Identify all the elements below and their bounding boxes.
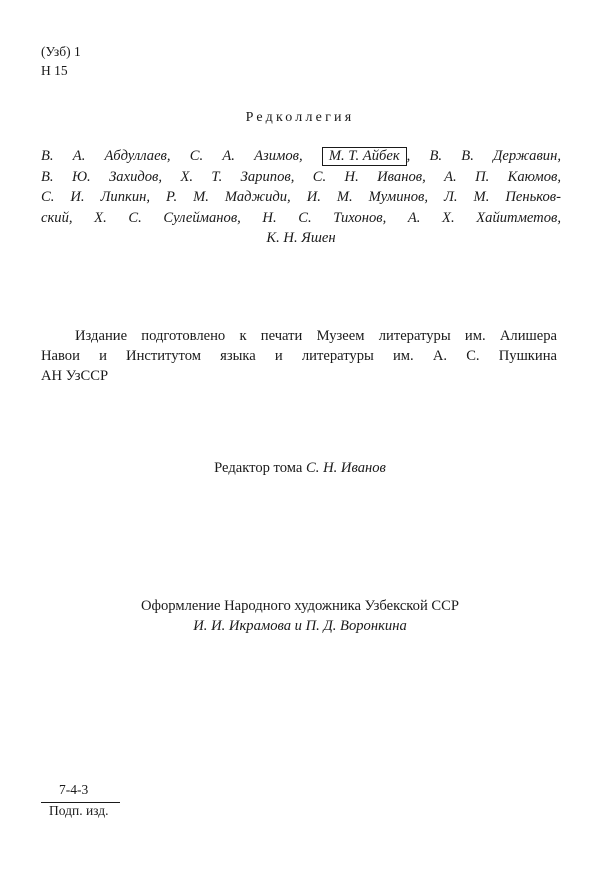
design-credit-line-1: Оформление Народного художника Узбекской ССР [141, 598, 459, 614]
print-code: 7-4-3 [59, 782, 89, 797]
members-line-4: ский, Х. С. Сулейманов, Н. С. Тихонов, А. Х. Хайитметов, [41, 209, 561, 226]
design-credit [0, 596, 600, 636]
members-line-5: К. Н. Яшен [266, 230, 336, 246]
subscription-note: Подп. изд. [49, 803, 109, 818]
catalog-index [41, 42, 81, 80]
catalog-code-line: Н 15 [41, 63, 68, 78]
members-line-1-after: , В. В. Державин, [406, 148, 561, 164]
members-line-1 [41, 146, 561, 167]
editor-label: Редактор тома [214, 460, 303, 476]
edition-line-3: АН УзССР [41, 368, 109, 384]
editorial-board-title: Редколлегия [245, 110, 355, 125]
members-line-3: С. И. Липкин, Р. М. Маджиди, И. М. Муминов, Л. М. Пеньков- [41, 189, 561, 205]
edition-line-1: Издание подготовлено к печати Музеем литературы им. Алишера [75, 328, 557, 344]
members-line-2: В. Ю. Захидов, Х. Т. Зарипов, С. Н. Иванов, А. П. Каюмов, [41, 168, 561, 185]
volume-editor [0, 460, 600, 477]
edition-line-2: Навои и Институтом языка и литературы им. А. С. Пушкина [41, 348, 557, 364]
design-credit-line-2: И. И. Икрамова и П. Д. Воронкина [193, 618, 407, 634]
boxed-name: М. Т. Айбек [322, 147, 407, 166]
members-line-1-before: В. А. Абдуллаев, С. А. Азимов, [41, 148, 303, 164]
editor-name: С. Н. Иванов [306, 460, 386, 476]
catalog-index-line: (Узб) 1 [41, 44, 81, 59]
edition-note [41, 326, 557, 386]
editorial-board-members [41, 146, 561, 249]
